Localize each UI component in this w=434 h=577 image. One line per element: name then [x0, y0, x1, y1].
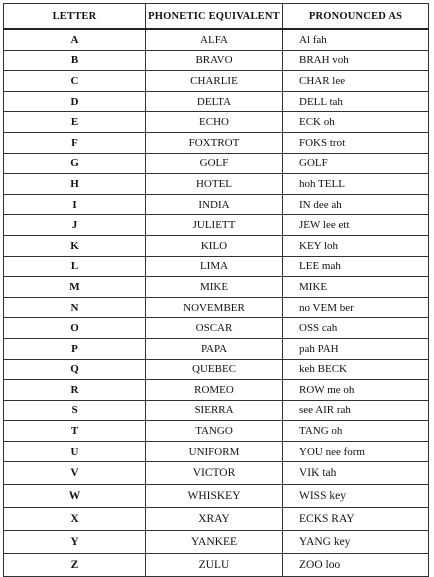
table-row [4, 194, 429, 215]
table-row [4, 235, 429, 256]
pronunciation-cell: ROW me oh [283, 380, 429, 401]
pronunciation-cell: OSS cah [283, 318, 429, 339]
letter-cell: Z [4, 554, 146, 577]
phonetic-equivalent-cell: PAPA [146, 338, 283, 359]
phonetic-equivalent-cell: FOXTROT [146, 132, 283, 153]
table-header [4, 4, 429, 30]
phonetic-equivalent-cell: YANKEE [146, 531, 283, 554]
letter-cell: Q [4, 359, 146, 380]
letter-cell: I [4, 194, 146, 215]
table-row [4, 421, 429, 442]
letter-cell: K [4, 235, 146, 256]
pronunciation-cell: ECKS RAY [283, 508, 429, 531]
pronunciation-cell: CHAR lee [283, 71, 429, 92]
pronunciation-cell: FOKS trot [283, 132, 429, 153]
table-row [4, 153, 429, 174]
letter-cell: T [4, 421, 146, 442]
header-pronounced-as: PRONOUNCED AS [283, 4, 429, 30]
letter-cell: V [4, 462, 146, 485]
pronunciation-cell: YOU nee form [283, 441, 429, 462]
pronunciation-cell: DELL tah [283, 91, 429, 112]
phonetic-equivalent-cell: VICTOR [146, 462, 283, 485]
table-row [4, 91, 429, 112]
pronunciation-cell: see AIR rah [283, 400, 429, 421]
pronunciation-cell: keh BECK [283, 359, 429, 380]
pronunciation-cell: hoh TELL [283, 174, 429, 195]
pronunciation-cell: GOLF [283, 153, 429, 174]
pronunciation-cell: VIK tah [283, 462, 429, 485]
phonetic-equivalent-cell: JULIETT [146, 215, 283, 236]
phonetic-equivalent-cell: ROMEO [146, 380, 283, 401]
phonetic-equivalent-cell: KILO [146, 235, 283, 256]
phonetic-alphabet-sheet [3, 3, 428, 572]
pronunciation-cell: no VEM ber [283, 297, 429, 318]
letter-cell: E [4, 112, 146, 133]
table-body [4, 29, 429, 577]
pronunciation-cell: KEY loh [283, 235, 429, 256]
letter-cell: J [4, 215, 146, 236]
table-row [4, 174, 429, 195]
phonetic-equivalent-cell: UNIFORM [146, 441, 283, 462]
phonetic-equivalent-cell: WHISKEY [146, 485, 283, 508]
pronunciation-cell: Al fah [283, 29, 429, 50]
phonetic-equivalent-cell: INDIA [146, 194, 283, 215]
table-row [4, 441, 429, 462]
header-row [4, 4, 429, 30]
letter-cell: F [4, 132, 146, 153]
phonetic-alphabet-table [3, 3, 429, 577]
letter-cell: W [4, 485, 146, 508]
phonetic-equivalent-cell: NOVEMBER [146, 297, 283, 318]
table-row [4, 256, 429, 277]
phonetic-equivalent-cell: HOTEL [146, 174, 283, 195]
table-row [4, 29, 429, 50]
phonetic-equivalent-cell: XRAY [146, 508, 283, 531]
phonetic-equivalent-cell: ZULU [146, 554, 283, 577]
phonetic-equivalent-cell: DELTA [146, 91, 283, 112]
phonetic-equivalent-cell: BRAVO [146, 50, 283, 71]
table-row [4, 277, 429, 298]
letter-cell: B [4, 50, 146, 71]
pronunciation-cell: pah PAH [283, 338, 429, 359]
table-row [4, 462, 429, 485]
phonetic-equivalent-cell: MIKE [146, 277, 283, 298]
header-letter: LETTER [4, 4, 146, 30]
pronunciation-cell: BRAH voh [283, 50, 429, 71]
letter-cell: N [4, 297, 146, 318]
pronunciation-cell: YANG key [283, 531, 429, 554]
letter-cell: G [4, 153, 146, 174]
pronunciation-cell: LEE mah [283, 256, 429, 277]
table-row [4, 318, 429, 339]
pronunciation-cell: MIKE [283, 277, 429, 298]
phonetic-equivalent-cell: TANGO [146, 421, 283, 442]
pronunciation-cell: TANG oh [283, 421, 429, 442]
phonetic-equivalent-cell: GOLF [146, 153, 283, 174]
table-row [4, 531, 429, 554]
letter-cell: H [4, 174, 146, 195]
phonetic-equivalent-cell: OSCAR [146, 318, 283, 339]
table-row [4, 508, 429, 531]
pronunciation-cell: WISS key [283, 485, 429, 508]
pronunciation-cell: ECK oh [283, 112, 429, 133]
letter-cell: O [4, 318, 146, 339]
table-row [4, 485, 429, 508]
pronunciation-cell: JEW lee ett [283, 215, 429, 236]
pronunciation-cell: IN dee ah [283, 194, 429, 215]
letter-cell: U [4, 441, 146, 462]
table-row [4, 112, 429, 133]
table-row [4, 71, 429, 92]
table-row [4, 338, 429, 359]
letter-cell: R [4, 380, 146, 401]
phonetic-equivalent-cell: ALFA [146, 29, 283, 50]
table-row [4, 297, 429, 318]
letter-cell: L [4, 256, 146, 277]
table-row [4, 359, 429, 380]
table-row [4, 400, 429, 421]
phonetic-equivalent-cell: SIERRA [146, 400, 283, 421]
letter-cell: S [4, 400, 146, 421]
letter-cell: A [4, 29, 146, 50]
table-row [4, 380, 429, 401]
phonetic-equivalent-cell: ECHO [146, 112, 283, 133]
letter-cell: Y [4, 531, 146, 554]
table-row [4, 554, 429, 577]
table-row [4, 215, 429, 236]
phonetic-equivalent-cell: QUEBEC [146, 359, 283, 380]
header-phonetic-equivalent: PHONETIC EQUIVALENT [146, 4, 283, 30]
letter-cell: P [4, 338, 146, 359]
letter-cell: X [4, 508, 146, 531]
pronunciation-cell: ZOO loo [283, 554, 429, 577]
phonetic-equivalent-cell: CHARLIE [146, 71, 283, 92]
letter-cell: D [4, 91, 146, 112]
letter-cell: M [4, 277, 146, 298]
letter-cell: C [4, 71, 146, 92]
phonetic-equivalent-cell: LIMA [146, 256, 283, 277]
table-row [4, 50, 429, 71]
table-row [4, 132, 429, 153]
